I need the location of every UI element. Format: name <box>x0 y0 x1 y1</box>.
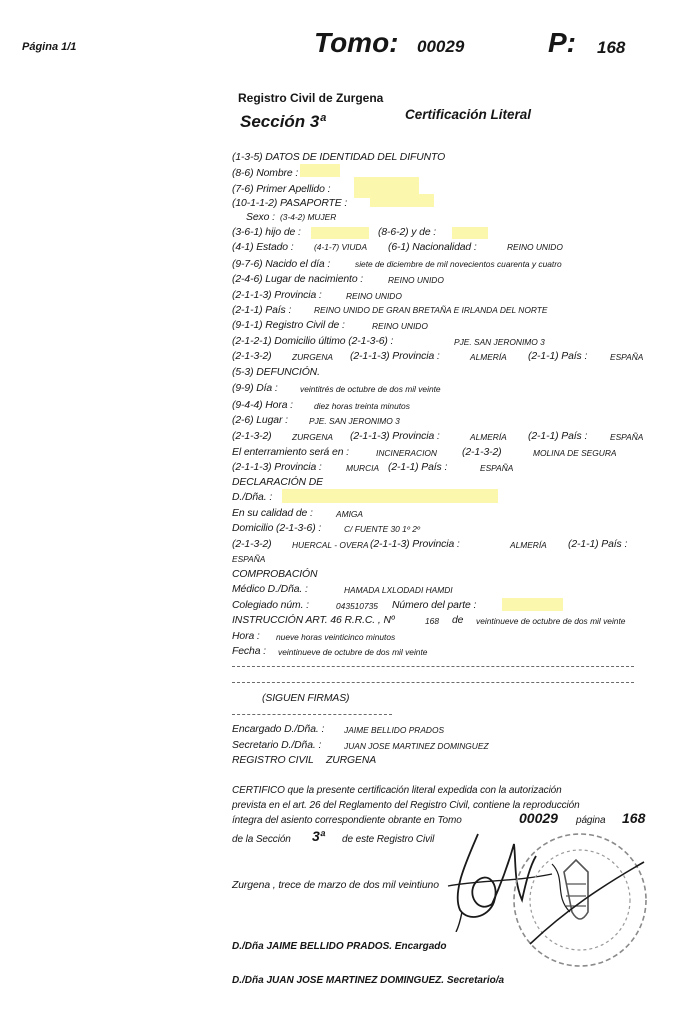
certifico-line-3: íntegra del asiento correspondiente obrante en Tomo <box>232 815 462 826</box>
divider <box>232 714 392 715</box>
redacted-y-de <box>452 227 488 239</box>
pais-dom-value: ESPAÑA <box>610 352 644 362</box>
enterramiento-value: INCINERACION <box>376 448 437 458</box>
document-type: Certificación Literal <box>405 107 532 122</box>
municipio-declarante-value: HUERCAL - OVERA <box>292 540 369 550</box>
encargado-label: Encargado D./Dña. : <box>232 724 325 735</box>
certifico-seccion: 3ª <box>312 828 325 844</box>
nombre-label: (8-6) Nombre : <box>232 168 299 179</box>
provincia-dom-label: (2-1-1-3) Provincia : <box>350 351 440 362</box>
official-seal-stamp <box>506 826 654 974</box>
pais-declarante-value: ESPAÑA <box>232 554 266 564</box>
siguen-firmas: (SIGUEN FIRMAS) <box>262 693 350 704</box>
hijo-de-label: (3-6-1) hijo de : <box>232 227 301 238</box>
declarante-label: D./Dña. : <box>232 492 273 503</box>
provincia-def-value: ALMERÍA <box>470 432 507 442</box>
firma-encargado: D./Dña JAIME BELLIDO PRADOS. Encargado <box>232 941 447 952</box>
calidad-label: En su calidad de : <box>232 508 313 519</box>
provincia-nac-value: REINO UNIDO <box>346 291 402 301</box>
estado-value: (4-1-7) VIUDA <box>314 242 368 252</box>
nacionalidad-value: REINO UNIDO <box>507 242 563 252</box>
hora-comprobacion-label: Hora : <box>232 631 260 642</box>
instruccion-label: INSTRUCCIÓN ART. 46 R.R.C. , Nº <box>232 615 395 626</box>
estado-label: (4-1) Estado : <box>232 242 294 253</box>
certifico-pagina: 168 <box>622 810 646 826</box>
pais-nac-value: REINO UNIDO DE GRAN BRETAÑA E IRLANDA DEL NORTE <box>314 305 548 315</box>
pais-nac-label: (2-1-1) País : <box>232 305 292 316</box>
section-title: Sección 3ª <box>240 112 326 131</box>
provincia-declarante-label: (2-1-1-3) Provincia : <box>370 539 460 550</box>
medico-value: HAMADA LXLODADI HAMDI <box>344 585 453 595</box>
office-name: Registro Civil de Zurgena <box>238 91 384 105</box>
pais-ent-value: ESPAÑA <box>480 463 514 473</box>
redacted-nombre <box>300 164 340 177</box>
y-de-label: (8-6-2) y de : <box>378 227 437 238</box>
fecha-comprobacion-label: Fecha : <box>232 646 266 657</box>
calidad-value: AMIGA <box>336 509 363 519</box>
redacted-hijo-de <box>311 227 369 239</box>
lugar-nacimiento-label: (2-4-6) Lugar de nacimiento : <box>232 274 364 285</box>
redacted-pasaporte <box>370 194 434 207</box>
pais-dom-label: (2-1-1) País : <box>528 351 588 362</box>
municipio-ent-value: MOLINA DE SEGURA <box>533 448 617 458</box>
instruccion-date: veintinueve de octubre de dos mil veinte <box>476 616 626 626</box>
municipio-def-label: (2-1-3-2) <box>232 431 272 442</box>
certifico-tomo: 00029 <box>519 810 558 826</box>
certifico-line-2: prevista en el art. 26 del Reglamento del Registro Civil, contiene la reproducción <box>232 800 580 811</box>
domicilio-label: (2-1-2-1) Domicilio último (2-1-3-6) : <box>232 336 394 347</box>
lugar-nacimiento-value: REINO UNIDO <box>388 275 444 285</box>
defuncion-heading: (5-3) DEFUNCIÓN. <box>232 367 320 378</box>
apellido-label: (7-6) Primer Apellido : <box>232 184 331 195</box>
provincia-dom-value: ALMERÍA <box>470 352 507 362</box>
provincia-def-label: (2-1-1-3) Provincia : <box>350 431 440 442</box>
secretario-label: Secretario D./Dña. : <box>232 740 322 751</box>
colegiado-label: Colegiado núm. : <box>232 600 309 611</box>
nacido-label: (9-7-6) Nacido el día : <box>232 259 331 270</box>
declaracion-heading: DECLARACIÓN DE <box>232 477 323 488</box>
numero-parte-label: Número del parte : <box>392 600 477 611</box>
encargado-value: JAIME BELLIDO PRADOS <box>344 725 445 735</box>
certifico-line-4-end: de este Registro Civil <box>342 834 435 845</box>
tomo-value: 00029 <box>417 37 465 56</box>
municipio-declarante-label: (2-1-3-2) <box>232 539 272 550</box>
fecha-comprobacion-value: veintinueve de octubre de dos mil veinte <box>278 647 428 657</box>
municipio-dom-value: ZURGENA <box>292 352 333 362</box>
sexo-value: (3-4-2) MUJER <box>280 212 337 222</box>
municipio-dom-label: (2-1-3-2) <box>232 351 272 362</box>
registro-civil-value: REINO UNIDO <box>372 321 428 331</box>
certifico-line-4: de la Sección <box>232 834 291 845</box>
certifico-line-1: CERTIFICO que la presente certificación literal expedida con la autorización <box>232 785 562 796</box>
pais-def-value: ESPAÑA <box>610 432 644 442</box>
datos-identidad-heading: (1-3-5) DATOS DE IDENTIDAD DEL DIFUNTO <box>232 152 446 163</box>
certifico-pagina-label: página <box>576 815 606 826</box>
provincia-nac-label: (2-1-1-3) Provincia : <box>232 290 322 301</box>
municipio-ent-label: (2-1-3-2) <box>462 447 502 458</box>
sexo-label: Sexo : <box>246 212 275 223</box>
pasaporte-label: (10-1-1-2) PASAPORTE : <box>232 198 348 209</box>
dia-label: (9-9) Día : <box>232 383 278 394</box>
firma-secretario: D./Dña JUAN JOSE MARTINEZ DOMINGUEZ. Secretario/a <box>232 975 505 986</box>
colegiado-value: 043510735 <box>336 601 378 611</box>
registro-civil-label: (9-1-1) Registro Civil de : <box>232 320 345 331</box>
hora-comprobacion-value: nueve horas veinticinco minutos <box>276 632 396 642</box>
registro-civil-footer: REGISTRO CIVIL <box>232 755 314 766</box>
tomo-label: Tomo: <box>314 27 399 58</box>
municipio-def-value: ZURGENA <box>292 432 333 442</box>
p-label: P: <box>548 27 576 58</box>
domicilio-declarante-value: C/ FUENTE 30 1º 2º <box>344 524 420 534</box>
pais-def-label: (2-1-1) País : <box>528 431 588 442</box>
dia-value: veintitrés de octubre de dos mil veinte <box>300 384 441 394</box>
provincia-ent-value: MURCIA <box>346 463 380 473</box>
instruccion-number: 168 <box>425 616 439 626</box>
registro-civil-place: ZURGENA <box>326 755 377 766</box>
lugar-label: (2-6) Lugar : <box>232 415 288 426</box>
divider <box>232 682 634 683</box>
nacido-value: siete de diciembre de mil novecientos cuarenta y cuatro <box>355 259 562 269</box>
lugar-value: PJE. SAN JERONIMO 3 <box>309 416 400 426</box>
domicilio-declarante-label: Domicilio (2-1-3-6) : <box>232 523 322 534</box>
comprobacion-heading: COMPROBACIÓN <box>232 569 318 580</box>
instruccion-de: de <box>452 615 464 626</box>
fecha-lugar: Zurgena , trece de marzo de dos mil veintiuno <box>232 880 439 891</box>
nacionalidad-label: (6-1) Nacionalidad : <box>388 242 477 253</box>
redacted-parte <box>502 598 563 611</box>
enterramiento-label: El enterramiento será en : <box>232 447 349 458</box>
hora-defuncion-label: (9-4-4) Hora : <box>232 400 293 411</box>
pais-ent-label: (2-1-1) País : <box>388 462 448 473</box>
redacted-declarante <box>282 489 498 503</box>
medico-label: Médico D./Dña. : <box>232 584 308 595</box>
page-number: Página 1/1 <box>22 41 77 53</box>
provincia-declarante-value: ALMERÍA <box>510 540 547 550</box>
p-value: 168 <box>597 38 626 57</box>
pais-declarante-label: (2-1-1) País : <box>568 539 628 550</box>
secretario-value: JUAN JOSE MARTINEZ DOMINGUEZ <box>344 741 489 751</box>
provincia-ent-label: (2-1-1-3) Provincia : <box>232 462 322 473</box>
hora-defuncion-value: diez horas treinta minutos <box>314 401 410 411</box>
domicilio-value: PJE. SAN JERONIMO 3 <box>454 337 545 347</box>
divider <box>232 666 634 667</box>
